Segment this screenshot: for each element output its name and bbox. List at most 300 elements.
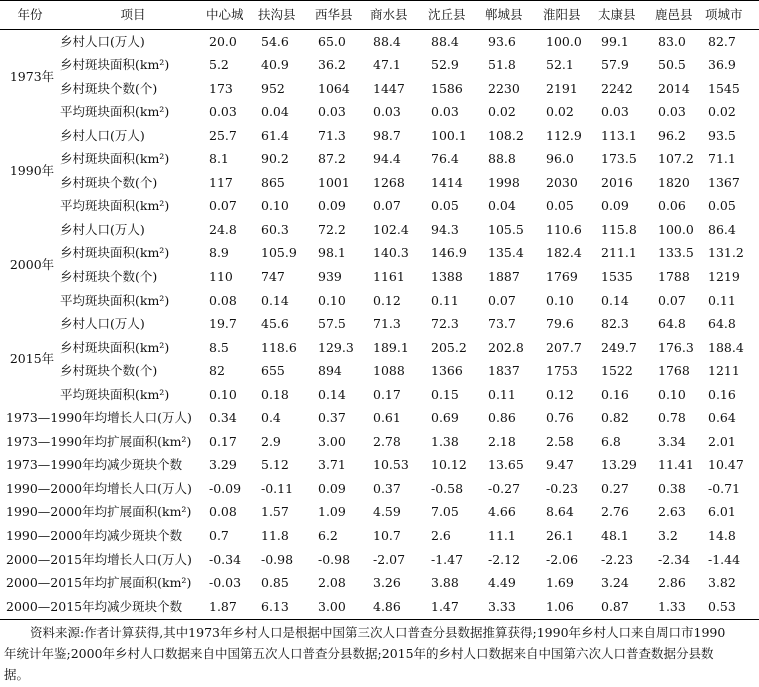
value-cell: 140.3 — [373, 245, 409, 261]
value-cell: 131.2 — [708, 245, 744, 261]
table-row — [0, 430, 759, 454]
value-cell: 952 — [261, 80, 285, 96]
value-cell: 133.5 — [658, 245, 694, 261]
value-cell: 9.47 — [546, 457, 574, 473]
value-cell: 100.1 — [431, 127, 467, 143]
value-cell: 94.4 — [373, 151, 401, 167]
item-label: 乡村斑块面积(km²) — [60, 245, 170, 261]
value-cell: 189.1 — [373, 339, 409, 355]
value-cell: 76.4 — [431, 151, 459, 167]
value-cell: 47.1 — [373, 57, 401, 73]
value-cell: 1001 — [318, 174, 350, 190]
value-cell: 0.11 — [431, 292, 459, 308]
value-cell: 1.06 — [543, 595, 598, 619]
value-cell: 107.2 — [658, 151, 694, 167]
value-cell: 1788 — [658, 268, 690, 284]
item-label: 1973—1990年均扩展面积(km²) — [6, 433, 192, 449]
value-cell: 5.2 — [209, 57, 229, 73]
table-row — [0, 477, 759, 501]
value-cell: 0.53 — [705, 595, 759, 619]
value-cell: 7.05 — [431, 504, 459, 520]
item-label: 平均斑块面积(km²) — [60, 104, 170, 120]
value-cell: 0.34 — [209, 410, 237, 426]
value-cell: 26.1 — [546, 528, 574, 543]
item-label: 乡村斑块面积(km²) — [60, 57, 170, 73]
value-cell: 3.24 — [601, 575, 629, 591]
item-label: 平均斑块面积(km²) — [60, 292, 170, 308]
value-cell: 0.02 — [546, 104, 574, 120]
value-cell: 207.7 — [546, 339, 582, 355]
value-cell: 11.1 — [488, 528, 516, 543]
value-cell: 10.7 — [373, 528, 401, 543]
value-cell: 0.02 — [488, 104, 516, 120]
value-cell: 1366 — [431, 363, 463, 379]
value-cell: 894 — [318, 363, 342, 379]
value-cell: 11.8 — [261, 528, 289, 543]
value-cell: -0.27 — [488, 480, 521, 496]
value-cell: -0.34 — [209, 551, 242, 567]
value-cell: 1367 — [708, 174, 740, 190]
value-cell: 0.16 — [601, 386, 629, 402]
value-cell: 0.07 — [488, 292, 516, 308]
value-cell: 0.04 — [488, 198, 516, 214]
value-cell: 1219 — [708, 268, 740, 284]
value-cell: 0.10 — [546, 292, 574, 308]
value-cell: 2.18 — [488, 433, 516, 449]
value-cell: 0.17 — [373, 386, 401, 402]
value-cell: 3.71 — [318, 457, 346, 473]
value-cell: 72.2 — [318, 221, 346, 237]
value-cell: 0.03 — [318, 104, 346, 120]
item-label: 乡村斑块个数(个) — [60, 174, 158, 190]
table-row — [0, 124, 759, 148]
value-cell: 0.69 — [431, 410, 459, 426]
item-label: 乡村人口(万人) — [60, 316, 145, 332]
table-row — [0, 454, 759, 478]
value-cell: 2.58 — [546, 433, 574, 449]
table-row — [0, 218, 759, 242]
value-cell: 1753 — [546, 363, 578, 379]
value-cell: 1414 — [431, 174, 463, 190]
value-cell: 65.0 — [318, 33, 346, 49]
value-cell: -2.07 — [373, 551, 406, 567]
value-cell: 19.7 — [209, 316, 237, 332]
value-cell: 24.8 — [209, 221, 237, 237]
value-cell: 72.3 — [431, 316, 459, 332]
value-cell: 211.1 — [601, 245, 637, 261]
value-cell: 71.1 — [708, 151, 736, 167]
value-cell: 6.2 — [318, 528, 338, 543]
value-cell: 1768 — [658, 363, 690, 379]
value-cell: 135.4 — [488, 245, 524, 261]
value-cell: 10.53 — [373, 457, 409, 473]
value-cell: 1535 — [601, 268, 633, 284]
value-cell: 36.2 — [318, 57, 346, 73]
value-cell: 3.82 — [708, 575, 736, 591]
value-cell: 1.87 — [206, 595, 258, 619]
item-label: 乡村人口(万人) — [60, 221, 145, 237]
value-cell: 0.17 — [209, 433, 237, 449]
value-cell: 102.4 — [373, 221, 409, 237]
item-label: 1990—2000年均减少斑块个数 — [6, 528, 183, 543]
value-cell: 113.1 — [601, 127, 637, 143]
header-county: 商水县 — [370, 1, 428, 30]
value-cell: 747 — [261, 268, 285, 284]
table-row — [0, 501, 759, 525]
value-cell: 61.4 — [261, 127, 289, 143]
value-cell: 0.03 — [373, 104, 401, 120]
value-cell: 79.6 — [546, 316, 574, 332]
value-cell: 1211 — [708, 363, 740, 379]
table-row — [0, 242, 759, 266]
value-cell: 2.9 — [261, 433, 281, 449]
value-cell: 1268 — [373, 174, 405, 190]
value-cell: 20.0 — [209, 33, 237, 49]
value-cell: 4.66 — [488, 504, 516, 520]
value-cell: 105.5 — [488, 221, 524, 237]
value-cell: 64.8 — [658, 316, 686, 332]
value-cell: 82.3 — [601, 316, 629, 332]
table-row — [0, 313, 759, 337]
value-cell: 48.1 — [601, 528, 629, 543]
value-cell: 51.8 — [488, 57, 516, 73]
header-county: 沈丘县 — [428, 1, 485, 30]
value-cell: 1.57 — [261, 504, 289, 520]
value-cell: -0.98 — [261, 551, 294, 567]
header-county: 淮阳县 — [543, 1, 598, 30]
value-cell: 3.33 — [485, 595, 543, 619]
value-cell: -1.47 — [431, 551, 464, 567]
table-row — [0, 572, 759, 596]
year-cell: 1990年 — [9, 163, 55, 179]
value-cell: 40.9 — [261, 57, 289, 73]
value-cell: 1161 — [373, 268, 405, 284]
value-cell: 105.9 — [261, 245, 297, 261]
value-cell: 0.11 — [708, 292, 736, 308]
value-cell: 3.2 — [658, 528, 678, 543]
table-row — [0, 407, 759, 431]
value-cell: 2242 — [601, 80, 633, 96]
value-cell: 2.78 — [373, 433, 401, 449]
year-cell: 2000年 — [9, 257, 55, 273]
value-cell: -0.03 — [209, 575, 242, 591]
value-cell: 88.4 — [431, 33, 459, 49]
value-cell: 6.8 — [601, 433, 621, 449]
value-cell: 1.09 — [318, 504, 346, 520]
value-cell: 0.09 — [318, 480, 346, 496]
value-cell: 0.37 — [318, 410, 346, 426]
value-cell: 0.37 — [373, 480, 401, 496]
value-cell: 93.5 — [708, 127, 736, 143]
value-cell: 0.10 — [318, 292, 346, 308]
value-cell: 0.07 — [658, 292, 686, 308]
value-cell: 118.6 — [261, 339, 297, 355]
table-row — [0, 524, 759, 548]
value-cell: 10.47 — [708, 457, 744, 473]
table-row — [0, 148, 759, 172]
value-cell: 173.5 — [601, 151, 637, 167]
value-cell: 5.12 — [261, 457, 289, 473]
value-cell: 0.07 — [373, 198, 401, 214]
value-cell: 3.26 — [373, 575, 401, 591]
value-cell: 82.7 — [708, 33, 736, 49]
item-label: 平均斑块面积(km²) — [60, 386, 170, 402]
value-cell: 146.9 — [431, 245, 467, 261]
value-cell: 939 — [318, 268, 342, 284]
value-cell: 52.9 — [431, 57, 459, 73]
item-label: 1973—1990年均增长人口(万人) — [6, 410, 192, 426]
value-cell: 0.14 — [318, 386, 346, 402]
value-cell: 2230 — [488, 80, 520, 96]
value-cell: 0.03 — [601, 104, 629, 120]
item-label: 乡村斑块个数(个) — [60, 80, 158, 96]
value-cell: 88.4 — [373, 33, 401, 49]
value-cell: 96.0 — [546, 151, 574, 167]
value-cell: -2.23 — [601, 551, 634, 567]
value-cell: 98.1 — [318, 245, 346, 261]
value-cell: 4.49 — [488, 575, 516, 591]
value-cell: 1769 — [546, 268, 578, 284]
item-label: 平均斑块面积(km²) — [60, 198, 170, 214]
value-cell: -0.58 — [431, 480, 464, 496]
value-cell: -1.44 — [708, 551, 741, 567]
value-cell: 0.05 — [708, 198, 736, 214]
header-county: 郸城县 — [485, 1, 543, 30]
value-cell: 176.3 — [658, 339, 694, 355]
value-cell: 202.8 — [488, 339, 524, 355]
value-cell: 3.29 — [209, 457, 237, 473]
value-cell: 1820 — [658, 174, 690, 190]
value-cell: 0.05 — [546, 198, 574, 214]
value-cell: 0.03 — [209, 104, 237, 120]
header-county: 中心城 — [206, 1, 258, 30]
value-cell: -0.11 — [261, 480, 294, 496]
table-row — [0, 54, 759, 78]
value-cell: 0.4 — [261, 410, 281, 426]
value-cell: 0.61 — [373, 410, 401, 426]
value-cell: 4.59 — [373, 504, 401, 520]
table-row — [0, 595, 759, 619]
value-cell: 1.47 — [428, 595, 485, 619]
value-cell: 0.03 — [658, 104, 686, 120]
value-cell: 1088 — [373, 363, 405, 379]
value-cell: 11.41 — [658, 457, 694, 473]
value-cell: 86.4 — [708, 221, 736, 237]
value-cell: 188.4 — [708, 339, 744, 355]
header-county: 太康县 — [598, 1, 655, 30]
value-cell: 6.01 — [708, 504, 736, 520]
year-cell: 1973年 — [9, 68, 55, 84]
value-cell: 8.64 — [546, 504, 574, 520]
value-cell: 2191 — [546, 80, 578, 96]
value-cell: 1586 — [431, 80, 463, 96]
value-cell: 3.34 — [658, 433, 686, 449]
item-label: 2000—2015年均减少斑块个数 — [0, 595, 206, 619]
item-label: 2000—2015年均增长人口(万人) — [6, 551, 192, 567]
value-cell: 1447 — [373, 80, 405, 96]
value-cell: 182.4 — [546, 245, 582, 261]
value-cell: 2.6 — [431, 528, 451, 543]
value-cell: 205.2 — [431, 339, 467, 355]
value-cell: 1837 — [488, 363, 520, 379]
value-cell: 0.18 — [261, 386, 289, 402]
value-cell: 249.7 — [601, 339, 637, 355]
table-row — [0, 265, 759, 289]
value-cell: 2.01 — [708, 433, 736, 449]
value-cell: 0.27 — [601, 480, 629, 496]
value-cell: 2030 — [546, 174, 578, 190]
item-label: 乡村斑块个数(个) — [60, 363, 158, 379]
value-cell: 25.7 — [209, 127, 237, 143]
value-cell: 0.02 — [708, 104, 736, 120]
header-county: 项城市 — [705, 1, 759, 30]
value-cell: 99.1 — [601, 33, 629, 49]
value-cell: 0.08 — [209, 292, 237, 308]
value-cell: 0.03 — [431, 104, 459, 120]
item-label: 1973—1990年均减少斑块个数 — [6, 457, 183, 473]
value-cell: 54.6 — [261, 33, 289, 49]
value-cell: 71.3 — [318, 127, 346, 143]
value-cell: 108.2 — [488, 127, 524, 143]
value-cell: 0.86 — [488, 410, 516, 426]
value-cell: 1064 — [318, 80, 350, 96]
value-cell: 90.2 — [261, 151, 289, 167]
value-cell: 57.5 — [318, 316, 346, 332]
source-note: 资料来源:作者计算获得,其中1973年乡村人口是根据中国第三次人口普查分县数据推算获得;1990年乡村人口来自周口市1990年统计年鉴;2000年乡村人口数据来自中国第五次人口普查分县数据;2015年的乡村人口数据来自中国第六次人口普查数据分县数据。 — [4, 625, 726, 682]
value-cell: 1998 — [488, 174, 520, 190]
value-cell: 1.33 — [655, 595, 705, 619]
value-cell: -2.06 — [546, 551, 579, 567]
table-row — [0, 360, 759, 384]
value-cell: 98.7 — [373, 127, 401, 143]
value-cell: 8.1 — [209, 151, 229, 167]
header-item: 项目 — [60, 1, 206, 30]
value-cell: 3.00 — [315, 595, 370, 619]
value-cell: 0.09 — [318, 198, 346, 214]
value-cell: 3.88 — [431, 575, 459, 591]
value-cell: 1522 — [601, 363, 633, 379]
value-cell: 0.14 — [601, 292, 629, 308]
table-row — [0, 195, 759, 219]
table-row — [0, 383, 759, 407]
value-cell: 13.65 — [488, 457, 524, 473]
value-cell: 0.85 — [261, 575, 289, 591]
value-cell: 0.06 — [658, 198, 686, 214]
value-cell: 1887 — [488, 268, 520, 284]
item-label: 1990—2000年均增长人口(万人) — [6, 480, 192, 496]
table-row — [0, 289, 759, 313]
value-cell: 0.14 — [261, 292, 289, 308]
value-cell: -0.98 — [318, 551, 351, 567]
item-label: 乡村人口(万人) — [60, 127, 145, 143]
value-cell: 0.38 — [658, 480, 686, 496]
table-body — [0, 30, 759, 620]
value-cell: 1388 — [431, 268, 463, 284]
value-cell: 0.10 — [658, 386, 686, 402]
table-row — [0, 171, 759, 195]
value-cell: 88.8 — [488, 151, 516, 167]
item-label: 1990—2000年均扩展面积(km²) — [6, 504, 192, 520]
value-cell: 2.63 — [658, 504, 686, 520]
value-cell: 14.8 — [708, 528, 736, 543]
value-cell: -0.23 — [546, 480, 579, 496]
value-cell: 8.9 — [209, 245, 229, 261]
item-label: 乡村斑块面积(km²) — [60, 151, 170, 167]
table-row — [0, 101, 759, 125]
table-row — [0, 548, 759, 572]
value-cell: 4.86 — [370, 595, 428, 619]
value-cell: 865 — [261, 174, 285, 190]
value-cell: 0.15 — [431, 386, 459, 402]
value-cell: 0.16 — [708, 386, 736, 402]
value-cell: 0.12 — [373, 292, 401, 308]
value-cell: 112.9 — [546, 127, 582, 143]
value-cell: 60.3 — [261, 221, 289, 237]
value-cell: 0.87 — [598, 595, 655, 619]
value-cell: -2.12 — [488, 551, 521, 567]
value-cell: 1.38 — [431, 433, 459, 449]
value-cell: 3.00 — [318, 433, 346, 449]
table-row — [0, 336, 759, 360]
item-label: 2000—2015年均扩展面积(km²) — [6, 575, 192, 591]
value-cell: 0.09 — [601, 198, 629, 214]
value-cell: 2016 — [601, 174, 633, 190]
header-county: 西华县 — [315, 1, 370, 30]
year-cell: 2015年 — [9, 351, 55, 367]
value-cell: 13.29 — [601, 457, 637, 473]
item-label: 乡村斑块面积(km²) — [60, 339, 170, 355]
value-cell: 36.9 — [708, 57, 736, 73]
value-cell: 655 — [261, 363, 285, 379]
value-cell: 64.8 — [708, 316, 736, 332]
value-cell: 110.6 — [546, 221, 582, 237]
header-year: 年份 — [0, 1, 60, 30]
value-cell: 0.78 — [658, 410, 686, 426]
table-row — [0, 77, 759, 101]
value-cell: 87.2 — [318, 151, 346, 167]
value-cell: 0.11 — [488, 386, 516, 402]
value-cell: 100.0 — [546, 33, 582, 49]
value-cell: -0.09 — [209, 480, 242, 496]
table-header-row — [0, 1, 759, 30]
value-cell: 0.04 — [261, 104, 289, 120]
value-cell: 6.13 — [258, 595, 315, 619]
value-cell: 117 — [209, 174, 233, 190]
value-cell: 0.05 — [431, 198, 459, 214]
value-cell: 50.5 — [658, 57, 686, 73]
table-row — [0, 30, 759, 54]
value-cell: 52.1 — [546, 57, 574, 73]
value-cell: 94.3 — [431, 221, 459, 237]
value-cell: 57.9 — [601, 57, 629, 73]
value-cell: 0.82 — [601, 410, 629, 426]
value-cell: -2.34 — [658, 551, 691, 567]
value-cell: 0.10 — [261, 198, 289, 214]
item-label: 乡村斑块个数(个) — [60, 268, 158, 284]
value-cell: 83.0 — [658, 33, 686, 49]
item-label: 乡村人口(万人) — [60, 33, 145, 49]
value-cell: 2.76 — [601, 504, 629, 520]
value-cell: 93.6 — [488, 33, 516, 49]
value-cell: 2.08 — [318, 575, 346, 591]
value-cell: 8.5 — [209, 339, 229, 355]
value-cell: 0.10 — [209, 386, 237, 402]
value-cell: 10.12 — [431, 457, 467, 473]
value-cell: 71.3 — [373, 316, 401, 332]
value-cell: 0.64 — [708, 410, 736, 426]
value-cell: 2.86 — [658, 575, 686, 591]
value-cell: 0.76 — [546, 410, 574, 426]
